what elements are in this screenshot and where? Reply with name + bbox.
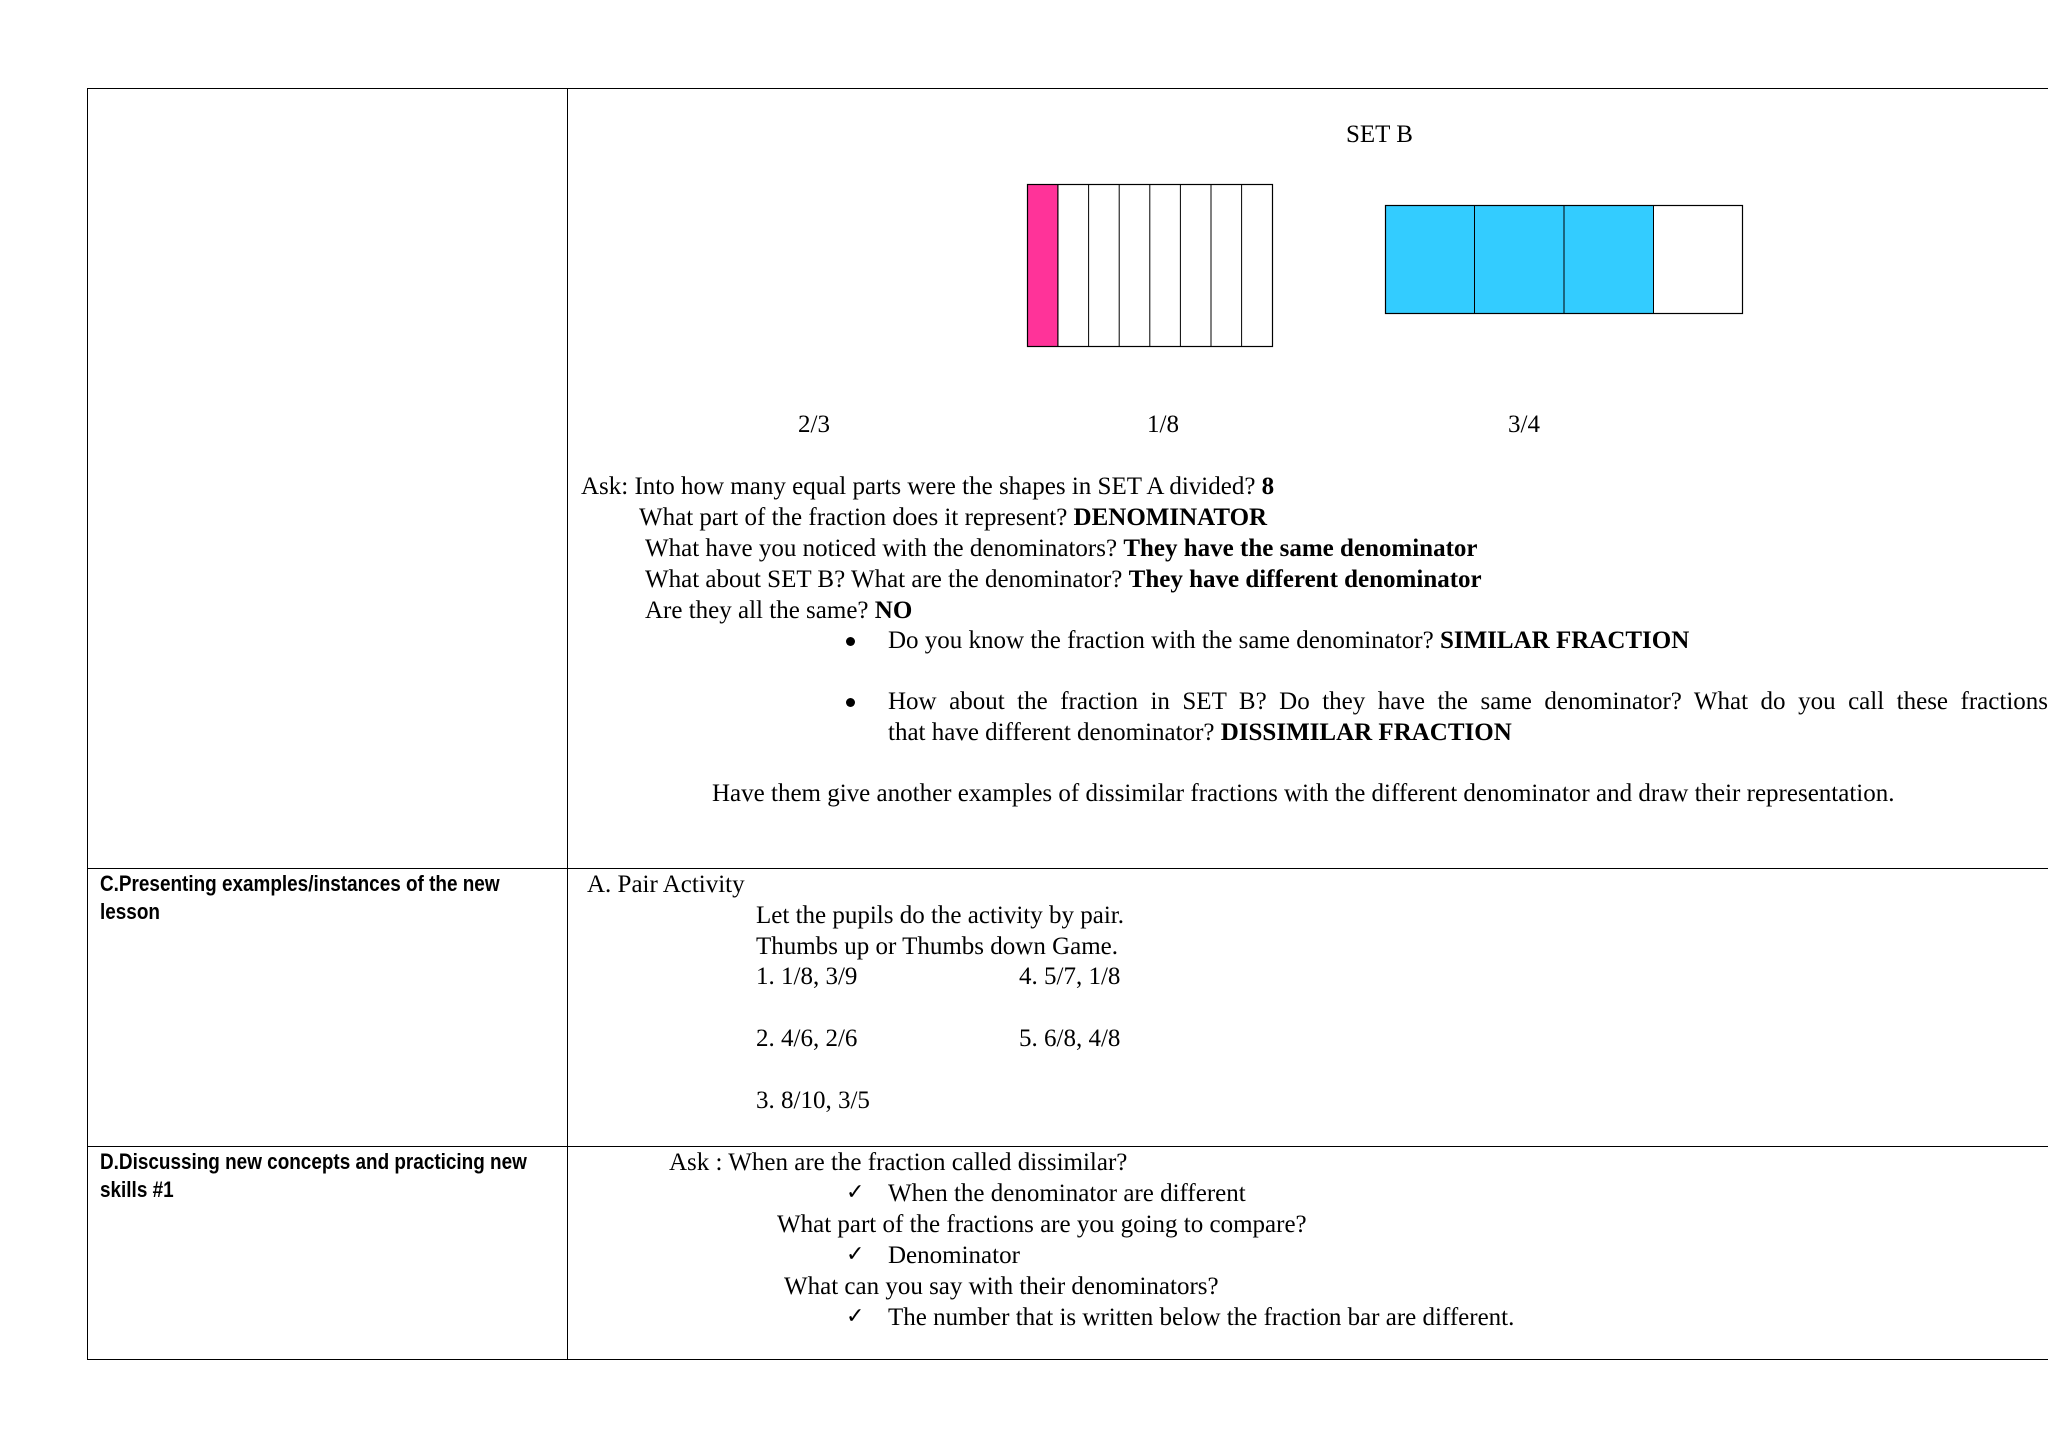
pair-activity-instruction: Let the pupils do the activity by pair. [756, 902, 1124, 929]
ask-line-2: What part of the fraction does it represent? DENOMINATOR [639, 504, 1268, 531]
bullet-question-2-line-2: that have different denominator? DISSIMILAR FRACTION [888, 719, 1512, 746]
bullet-question-1: Do you know the fraction with the same denominator? SIMILAR FRACTION [888, 627, 1690, 654]
pair-item-3: 3. 8/10, 3/5 [756, 1087, 870, 1114]
discussion-answer-2: Denominator [888, 1242, 1020, 1269]
fraction-bar-fourths [1385, 205, 1745, 315]
discussion-answer-3: The number that is written below the fraction bar are different. [888, 1304, 1515, 1331]
bullet-icon [846, 637, 855, 646]
section-c-label: C.Presenting examples/instances of the new lesson [100, 871, 500, 924]
column-divider [567, 88, 568, 1360]
fraction-label-2: 1/8 [1147, 411, 1179, 438]
bullet-question-2-line-1: How about the fraction in SET B? Do they have the same denominator? What do you call these fractions [888, 688, 2048, 715]
fraction-bar-eighths [1027, 184, 1275, 347]
pair-item-4: 4. 5/7, 1/8 [1019, 963, 1121, 990]
fourths-shaded-part [1386, 206, 1654, 314]
checkmark-icon: ✓ [846, 1242, 865, 1267]
row-divider-d [87, 1146, 2048, 1147]
ask-line-1: Ask: Into how many equal parts were the shapes in SET A divided? 8 [581, 473, 1275, 500]
checkmark-icon: ✓ [846, 1304, 865, 1329]
closing-instruction: Have them give another examples of dissimilar fractions with the different denominator and draw their representation. [712, 780, 1895, 807]
discussion-question-2: What part of the fractions are you going to compare? [777, 1211, 1307, 1238]
section-d-label: D.Discussing new concepts and practicing new skills #1 [100, 1149, 527, 1202]
pair-item-1: 1. 1/8, 3/9 [756, 963, 858, 990]
row-divider-c [87, 868, 2048, 869]
bullet-icon [846, 698, 855, 707]
discussion-question-3: What can you say with their denominators? [784, 1273, 1219, 1300]
pair-item-5: 5. 6/8, 4/8 [1019, 1025, 1121, 1052]
ask-line-3: What have you noticed with the denominators? They have the same denominator [645, 535, 1478, 562]
ask-line-4: What about SET B? What are the denominator? They have different denominator [645, 566, 1482, 593]
ask-line-5: Are they all the same? NO [645, 597, 913, 624]
fraction-label-1: 2/3 [798, 411, 830, 438]
pair-item-2: 2. 4/6, 2/6 [756, 1025, 858, 1052]
pair-activity-heading: A. Pair Activity [587, 871, 745, 898]
eighths-shaded-part [1028, 185, 1058, 347]
fraction-label-3: 3/4 [1508, 411, 1540, 438]
game-title: Thumbs up or Thumbs down Game. [756, 933, 1119, 960]
discussion-answer-1: When the denominator are different [888, 1180, 1246, 1207]
checkmark-icon: ✓ [846, 1180, 865, 1205]
set-b-title: SET B [1346, 121, 1413, 148]
discussion-question-1: Ask : When are the fraction called dissimilar? [669, 1149, 1128, 1176]
